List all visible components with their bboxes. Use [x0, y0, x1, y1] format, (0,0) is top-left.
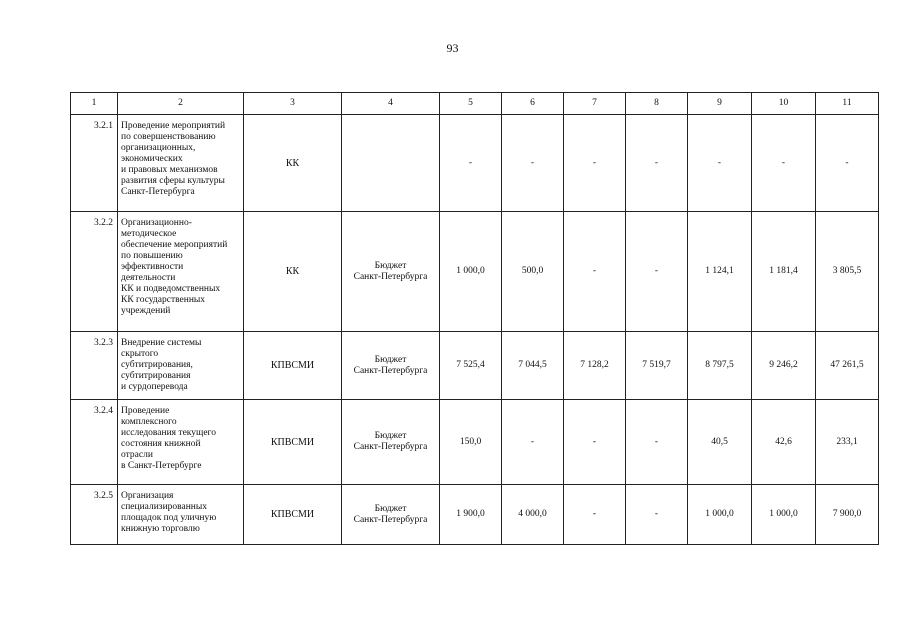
- total-cell: 3 805,5: [816, 212, 879, 332]
- value-cell: -: [440, 115, 502, 212]
- value-cell: 1 900,0: [440, 485, 502, 545]
- column-header: 9: [688, 93, 752, 115]
- total-cell: -: [816, 115, 879, 212]
- executor-cell: КК: [244, 212, 342, 332]
- funding-source-cell: [342, 115, 440, 212]
- funding-source-cell: Бюджет Санкт-Петербурга: [342, 400, 440, 485]
- value-cell: 500,0: [502, 212, 564, 332]
- total-cell: 7 900,0: [816, 485, 879, 545]
- value-cell: -: [564, 485, 626, 545]
- value-cell: 1 000,0: [752, 485, 816, 545]
- column-header: 7: [564, 93, 626, 115]
- value-cell: 1 181,4: [752, 212, 816, 332]
- header-row: [71, 93, 879, 115]
- value-cell: -: [564, 400, 626, 485]
- value-cell: -: [502, 400, 564, 485]
- activity-name: Внедрение системы скрытого субтитрирования, субтитрирования и сурдоперевода: [118, 332, 244, 400]
- value-cell: -: [502, 115, 564, 212]
- item-number: 3.2.1: [71, 115, 118, 212]
- value-cell: 7 128,2: [564, 332, 626, 400]
- column-header: 2: [118, 93, 244, 115]
- total-cell: 233,1: [816, 400, 879, 485]
- column-header: 10: [752, 93, 816, 115]
- activity-name: Проведение мероприятий по совершенствованию организационных, экономических и правовых механизмов развития сферы культуры Санкт-Петербурга: [118, 115, 244, 212]
- item-number: 3.2.2: [71, 212, 118, 332]
- executor-cell: КПВСМИ: [244, 400, 342, 485]
- column-header: 11: [816, 93, 879, 115]
- value-cell: 7 044,5: [502, 332, 564, 400]
- funding-source-cell: Бюджет Санкт-Петербурга: [342, 212, 440, 332]
- column-header: 8: [626, 93, 688, 115]
- column-header: 5: [440, 93, 502, 115]
- total-cell: 47 261,5: [816, 332, 879, 400]
- table-row: [71, 212, 879, 332]
- value-cell: 7 519,7: [626, 332, 688, 400]
- table-row: [71, 115, 879, 212]
- value-cell: -: [564, 212, 626, 332]
- value-cell: 42,6: [752, 400, 816, 485]
- table-row: [71, 485, 879, 545]
- value-cell: 1 000,0: [440, 212, 502, 332]
- value-cell: -: [626, 485, 688, 545]
- program-table: [70, 92, 879, 545]
- value-cell: -: [626, 400, 688, 485]
- value-cell: 4 000,0: [502, 485, 564, 545]
- column-header: 6: [502, 93, 564, 115]
- table-row: [71, 400, 879, 485]
- executor-cell: КПВСМИ: [244, 332, 342, 400]
- value-cell: 1 000,0: [688, 485, 752, 545]
- funding-source-cell: Бюджет Санкт-Петербурга: [342, 332, 440, 400]
- value-cell: -: [688, 115, 752, 212]
- item-number: 3.2.5: [71, 485, 118, 545]
- item-number: 3.2.3: [71, 332, 118, 400]
- column-header: 3: [244, 93, 342, 115]
- column-header: 1: [71, 93, 118, 115]
- value-cell: -: [752, 115, 816, 212]
- value-cell: 7 525,4: [440, 332, 502, 400]
- value-cell: -: [564, 115, 626, 212]
- activity-name: Организация специализированных площадок под уличную книжную торговлю: [118, 485, 244, 545]
- column-header: 4: [342, 93, 440, 115]
- item-number: 3.2.4: [71, 400, 118, 485]
- activity-name: Организационно- методическое обеспечение мероприятий по повышению эффективности деятельности КК и подведомственных КК государственных учреждений: [118, 212, 244, 332]
- value-cell: 40,5: [688, 400, 752, 485]
- page-number: 93: [446, 41, 459, 55]
- value-cell: 150,0: [440, 400, 502, 485]
- value-cell: -: [626, 115, 688, 212]
- value-cell: 8 797,5: [688, 332, 752, 400]
- executor-cell: КПВСМИ: [244, 485, 342, 545]
- value-cell: 1 124,1: [688, 212, 752, 332]
- activity-name: Проведение комплексного исследования текущего состояния книжной отрасли в Санкт-Петербурге: [118, 400, 244, 485]
- value-cell: -: [626, 212, 688, 332]
- table-row: [71, 332, 879, 400]
- funding-source-cell: Бюджет Санкт-Петербурга: [342, 485, 440, 545]
- value-cell: 9 246,2: [752, 332, 816, 400]
- executor-cell: КК: [244, 115, 342, 212]
